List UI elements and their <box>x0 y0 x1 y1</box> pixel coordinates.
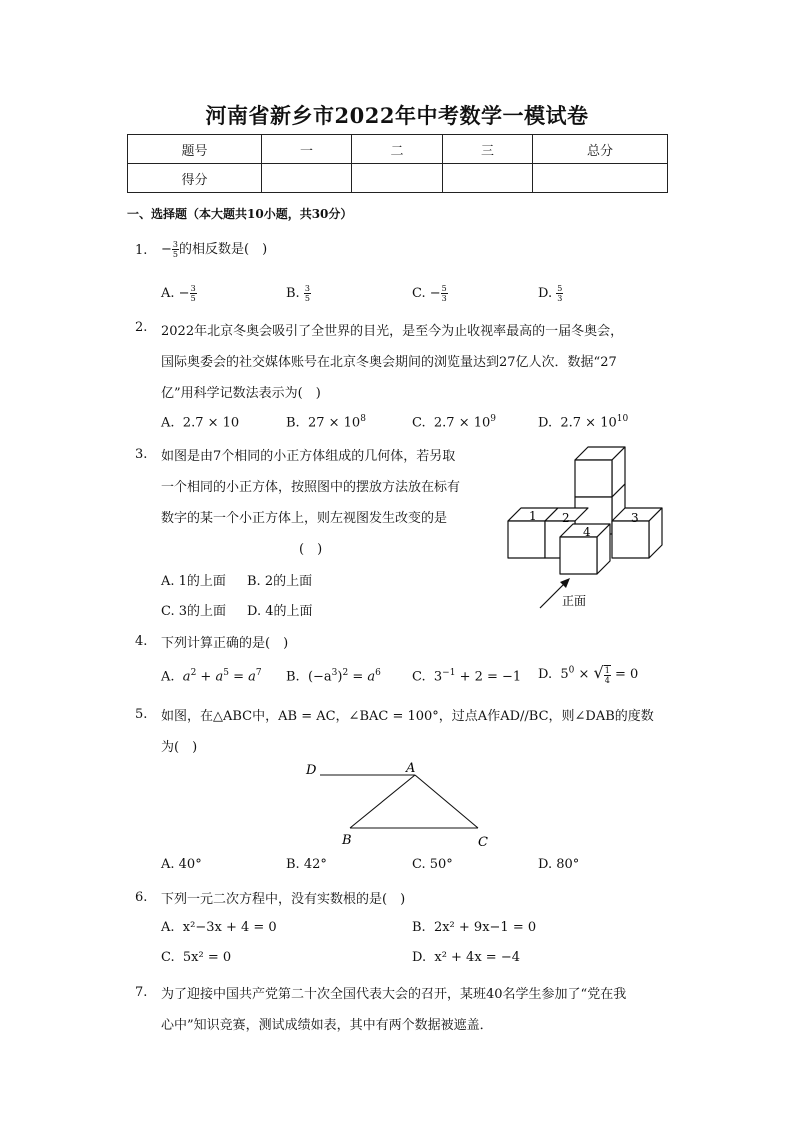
fraction-denominator: 3 <box>557 294 563 303</box>
score-header-cell: 二 <box>352 135 443 164</box>
option-b[interactable] <box>286 668 381 684</box>
question-text: ( ) <box>299 542 323 557</box>
fraction <box>304 284 311 303</box>
option-label: D. <box>412 950 427 965</box>
exponent: −1 <box>442 668 456 678</box>
fraction-denominator: 5 <box>190 294 196 303</box>
fraction-numerator: 5 <box>441 284 447 293</box>
score-header-cell: 三 <box>443 135 533 164</box>
score-table <box>127 134 668 193</box>
section-heading: 一、选择题（本大题共10小题，共30分） <box>127 207 353 221</box>
option-a[interactable] <box>161 668 262 684</box>
question-text: 下列计算正确的是( ) <box>161 636 289 651</box>
option-d[interactable]: D. 4的上面 <box>247 604 313 619</box>
exponent: 9 <box>490 414 496 424</box>
front-label: 正面 <box>562 594 587 608</box>
score-row-label: 得分 <box>128 164 262 193</box>
option-d[interactable] <box>538 284 563 303</box>
question-number: 7. <box>135 985 148 1000</box>
equation: 5x² = 0 <box>182 950 232 965</box>
option-a[interactable]: A. 40° <box>161 857 202 872</box>
option-label: B. <box>286 286 300 301</box>
cube-label-1: 1 <box>529 509 537 523</box>
score-header-cell: 一 <box>262 135 352 164</box>
option-label: D. <box>538 667 553 682</box>
minus-sign: − <box>429 286 441 301</box>
question-text: 心中”知识竞赛，测试成绩如表，其中有两个数据被遮盖． <box>161 1018 493 1033</box>
fraction-numerator: 3 <box>304 284 310 293</box>
option-label: A. <box>161 415 175 431</box>
math-expr: 5 <box>560 667 569 682</box>
option-value: 2.7 × 10 <box>560 415 617 431</box>
minus-sign: − <box>161 242 172 257</box>
fraction <box>604 665 611 685</box>
line-ac <box>415 775 478 828</box>
triangle-figure <box>300 760 500 855</box>
math-var: a <box>248 669 256 685</box>
fraction <box>556 284 563 303</box>
fraction <box>190 284 197 303</box>
option-a[interactable] <box>161 920 277 935</box>
score-table-header-row <box>128 135 668 164</box>
equation: 2x² + 9x−1 = 0 <box>433 920 537 935</box>
point-label-d: D <box>306 763 317 778</box>
score-header-cell: 题号 <box>128 135 262 164</box>
option-a[interactable] <box>161 284 197 303</box>
option-value: 2.7 × 10 <box>433 415 491 431</box>
point-label-c: C <box>478 835 488 850</box>
math-op: = <box>228 669 249 685</box>
option-b[interactable] <box>286 414 366 430</box>
point-label-a: A <box>406 761 416 776</box>
option-label: C. <box>412 669 426 685</box>
option-label: C. <box>161 950 175 965</box>
exponent: 7 <box>255 668 262 678</box>
option-label: B. <box>286 669 300 685</box>
exponent: 3 <box>331 668 338 678</box>
line-ab <box>350 775 415 828</box>
fraction <box>172 240 179 259</box>
option-value: 27 × 10 <box>307 415 361 431</box>
question-text: 数字的某一个小正方体上，则左视图发生改变的是 <box>161 511 448 526</box>
exponent: 5 <box>223 668 229 678</box>
fraction-numerator: 1 <box>604 665 610 675</box>
question-text: 的相反数是( ) <box>179 242 268 257</box>
option-label: B. <box>412 920 426 935</box>
option-b[interactable]: B. 42° <box>286 857 327 872</box>
exponent: 2 <box>190 668 197 678</box>
score-input-cell[interactable] <box>262 164 352 193</box>
score-header-cell: 总分 <box>533 135 668 164</box>
math-op: × <box>574 667 594 682</box>
option-label: C. <box>412 286 426 301</box>
question-text: 一个相同的小正方体，按照图中的摆放方法放在标有 <box>161 480 461 495</box>
math-expr: (−a <box>307 669 332 685</box>
option-label: A. <box>161 669 175 685</box>
question-text: 下列一元二次方程中，没有实数根的是( ) <box>161 892 406 907</box>
exponent: 6 <box>375 668 381 678</box>
fraction-denominator: 3 <box>441 294 447 303</box>
question-text: 为( ) <box>161 740 198 755</box>
cube-figure <box>500 440 670 615</box>
math-var: a <box>367 669 376 685</box>
option-d[interactable] <box>412 950 520 965</box>
minus-sign: − <box>178 286 190 301</box>
score-input-cell[interactable] <box>533 164 668 193</box>
option-b[interactable] <box>286 284 311 303</box>
fraction <box>441 284 448 303</box>
math-op: = <box>348 669 368 685</box>
question-number: 4. <box>135 634 148 649</box>
fraction-denominator: 5 <box>172 250 178 259</box>
equation: x² + 4x = −4 <box>434 950 520 965</box>
question-number: 6. <box>135 890 148 905</box>
fraction-numerator: 3 <box>190 284 196 293</box>
option-value: 2.7 × 10 <box>182 415 240 431</box>
fraction-numerator: 5 <box>557 284 563 293</box>
equation: x²−3x + 4 = 0 <box>182 920 277 935</box>
question-number: 3. <box>135 447 148 462</box>
math-expr: 3 <box>433 669 443 685</box>
option-label: C. <box>412 415 426 431</box>
question-text: 亿”用科学记数法表示为( ) <box>161 386 321 401</box>
math-op: + <box>196 669 216 685</box>
option-c[interactable]: C. 3的上面 <box>161 604 227 619</box>
fraction-denominator: 5 <box>304 294 310 303</box>
option-b[interactable]: B. 2的上面 <box>247 574 313 589</box>
question-text: 国际奥委会的社交媒体账号在北京冬奥会期间的浏览量达到27亿人次．数据“27 <box>161 355 617 370</box>
option-label: A. <box>161 286 175 301</box>
option-b[interactable] <box>412 920 536 935</box>
question-text: 如图，在△ABC中，AB = AC，∠BAC = 100°，过点A作AD//BC，则∠DAB的度数 <box>161 709 654 724</box>
question-text: 2022年北京冬奥会吸引了全世界的目光，是至今为止收视率最高的一届冬奥会， <box>161 324 624 339</box>
question-number: 5. <box>135 707 148 722</box>
math-var: a <box>182 669 191 685</box>
fraction-denominator: 4 <box>604 675 610 685</box>
option-label: B. <box>286 415 300 431</box>
exponent: 10 <box>616 414 629 424</box>
option-label: D. <box>538 415 553 431</box>
option-d[interactable] <box>538 414 628 430</box>
cube-label-4: 4 <box>583 525 591 539</box>
score-input-cell[interactable] <box>443 164 533 193</box>
option-c[interactable] <box>412 668 521 684</box>
question-number: 1. <box>135 243 148 258</box>
option-d[interactable] <box>538 663 638 685</box>
score-input-cell[interactable] <box>352 164 443 193</box>
score-table-row <box>128 164 668 193</box>
sqrt-icon: √ <box>593 663 604 682</box>
option-d[interactable]: D. 80° <box>538 857 580 872</box>
math-var: a <box>215 669 224 685</box>
math-expr: + 2 = −1 <box>455 669 522 685</box>
question-text: 如图是由7个相同的小正方体组成的几何体，若另取 <box>161 449 456 464</box>
cube-label-2: 2 <box>562 511 570 525</box>
exponent: 0 <box>568 665 575 676</box>
question-1-stem <box>161 238 267 259</box>
option-a[interactable] <box>161 414 239 430</box>
question-text: 为了迎接中国共产党第二十次全国代表大会的召开，某班40名学生参加了“党在我 <box>161 987 627 1002</box>
question-number: 2. <box>135 320 148 335</box>
option-c[interactable] <box>412 284 448 303</box>
option-c[interactable] <box>412 414 496 430</box>
option-c[interactable]: C. 50° <box>412 857 453 872</box>
page-title: 河南省新乡市2022年中考数学一模试卷 <box>205 103 589 128</box>
cube-label-3: 3 <box>631 511 639 525</box>
option-a[interactable]: A. 1的上面 <box>161 574 226 589</box>
fraction-numerator: 3 <box>172 240 178 249</box>
exponent: 2 <box>342 668 349 678</box>
option-label: D. <box>538 286 553 301</box>
math-expr: ) <box>337 669 343 685</box>
option-c[interactable] <box>161 950 231 965</box>
exponent: 8 <box>360 414 366 424</box>
option-label: A. <box>161 920 175 935</box>
point-label-b: B <box>342 833 352 848</box>
math-op: = 0 <box>610 667 639 682</box>
